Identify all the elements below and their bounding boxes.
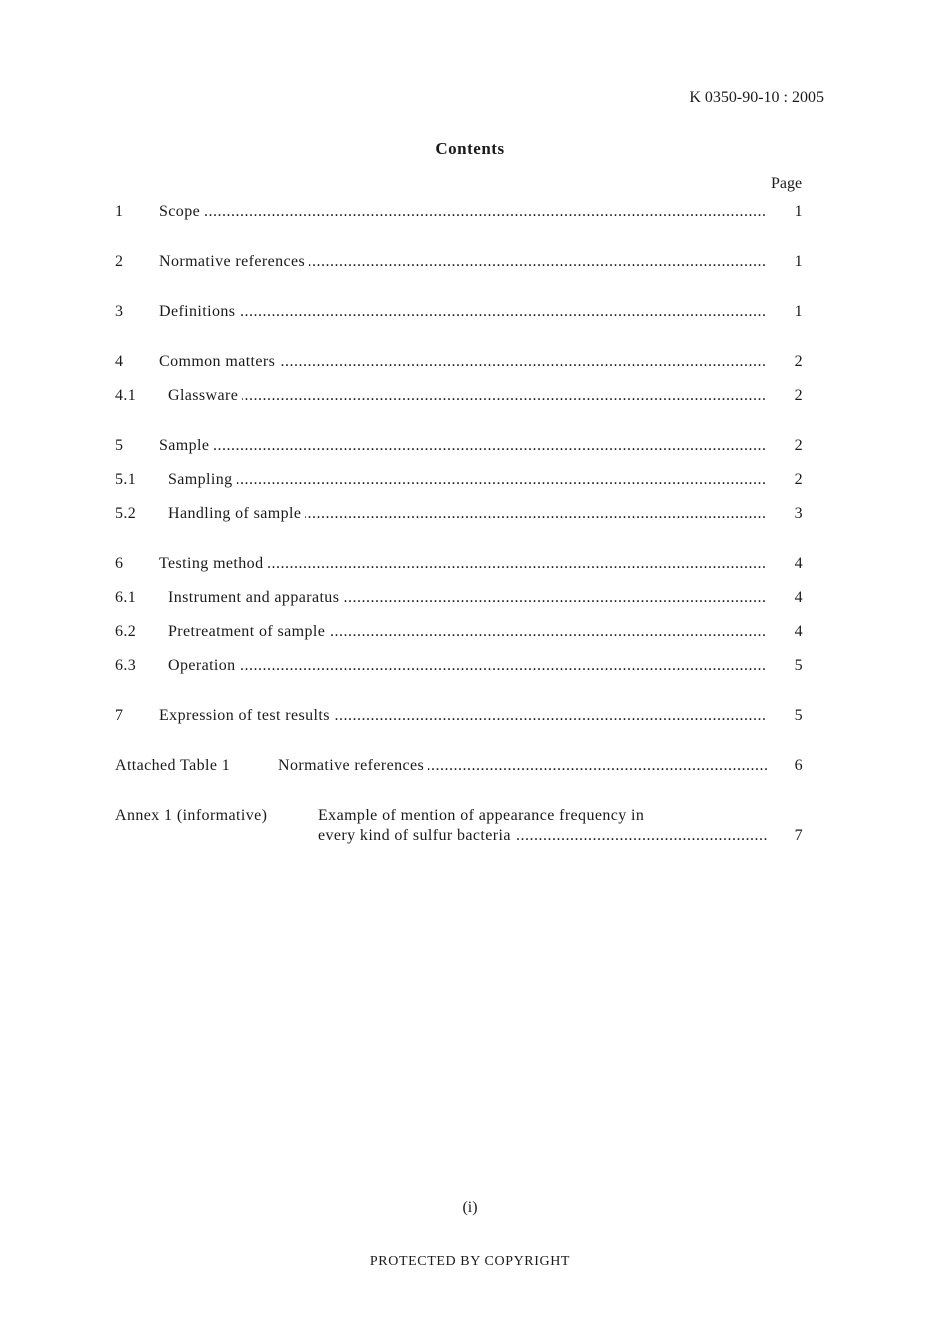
toc-leader [168,387,767,405]
toc-entry-page: 5 [794,657,803,674]
toc-entry-5[interactable] [115,434,815,458]
toc-entry-4-1[interactable] [115,384,815,408]
toc-entry-label: Scope [159,203,204,220]
toc-entry-attached-table-1[interactable] [115,754,815,778]
page-title: Contents [435,139,505,158]
toc-entry-page: 4 [794,555,803,572]
toc-entry-1[interactable] [115,200,815,224]
toc-entry-number: 3 [115,303,124,320]
toc-entry-number: 6.2 [115,623,137,640]
toc-leader [159,203,767,221]
toc-entry-number: 5.2 [115,505,137,522]
toc-entry-5-2[interactable] [115,502,815,526]
toc-entry-number: 5 [115,437,124,454]
toc-entry-label: Common matters [159,353,279,370]
toc-entry-label: Sampling [168,471,237,488]
toc-entry-label: Expression of test results [159,707,334,724]
page-number-marker: (i) [462,1199,478,1216]
toc-entry-annex-1[interactable] [115,804,815,850]
toc-entry-label: Definitions [159,303,239,320]
toc-entry-page: 4 [794,589,803,606]
toc-entry-page: 6 [794,757,803,774]
toc-entry-number: 6 [115,555,124,572]
toc-entry-number: 5.1 [115,471,137,488]
toc-entry-4[interactable] [115,350,815,374]
toc-entry-page: 1 [794,203,803,220]
copyright-notice: PROTECTED BY COPYRIGHT [369,1254,571,1269]
toc-entry-page: 2 [794,437,803,454]
toc-entry-label-line1: Example of mention of appearance frequency in [318,807,645,824]
toc-entry-label-line2: every kind of sulfur bacteria [318,827,515,844]
toc-entry-page: 5 [794,707,803,724]
toc-entry-6-2[interactable] [115,620,815,644]
toc-entry-6-1[interactable] [115,586,815,610]
toc-entry-6[interactable] [115,552,815,576]
toc-leader [159,303,767,321]
toc-entry-2[interactable] [115,250,815,274]
page-column-label: Page [771,175,803,192]
toc-entry-prefix: Attached Table 1 [115,757,231,774]
toc-entry-5-1[interactable] [115,468,815,492]
toc-entry-number: 2 [115,253,124,270]
toc-entry-number: 4.1 [115,387,137,404]
toc-entry-number: 7 [115,707,124,724]
toc-entry-label: Pretreatment of sample [168,623,329,640]
toc-entry-page: 2 [794,387,803,404]
toc-entry-page: 2 [794,471,803,488]
toc-entry-label: Testing method [159,555,267,572]
toc-entry-page: 1 [794,253,803,270]
toc-entry-number: 4 [115,353,124,370]
toc-leader [168,471,767,489]
toc-entry-page: 2 [794,353,803,370]
toc-entry-label: Glassware [168,387,242,404]
toc-entry-page: 1 [794,303,803,320]
toc-entry-label: Handling of sample [168,505,305,522]
toc-entry-label: Normative references [159,253,309,270]
toc-leader [159,437,767,455]
toc-entry-page: 3 [794,505,803,522]
toc-leader [168,657,767,675]
toc-entry-number: 1 [115,203,124,220]
standard-number: K 0350-90-10 : 2005 [689,89,824,106]
toc-entry-label: Normative references [278,757,428,774]
toc-entry-number: 6.3 [115,657,137,674]
toc-entry-7[interactable] [115,704,815,728]
toc-entry-label: Instrument and apparatus [168,589,343,606]
toc-entry-6-3[interactable] [115,654,815,678]
toc-entry-label: Sample [159,437,213,454]
toc-entry-page: 7 [794,827,803,844]
toc-entry-prefix: Annex 1 (informative) [115,807,268,824]
toc-entry-page: 4 [794,623,803,640]
toc-entry-label: Operation [168,657,240,674]
toc-entry-3[interactable] [115,300,815,324]
toc-entry-number: 6.1 [115,589,137,606]
